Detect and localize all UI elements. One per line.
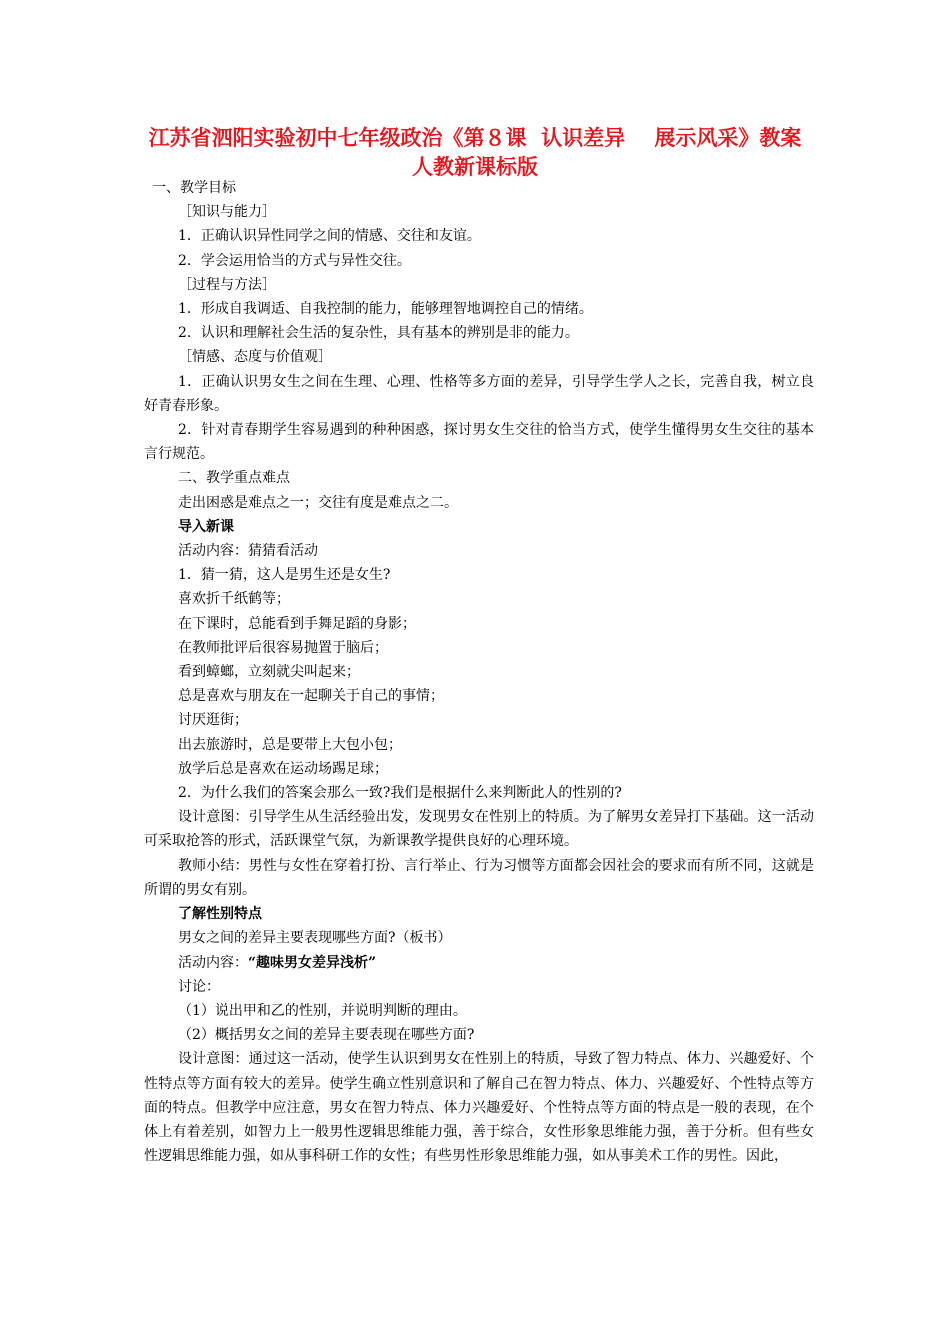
- subheading-process: ［过程与方法］: [178, 276, 276, 293]
- knowledge-item-2: 2．学会运用恰当的方式与异性交往。: [178, 252, 411, 269]
- clue-3: 在教师批评后很容易抛置于脑后；: [178, 639, 388, 656]
- question-1: 1．猜一猜，这人是男生还是女生?: [178, 567, 391, 584]
- activity-2: [144, 951, 814, 975]
- activity-2-name: “趣味男女差异浅析”: [248, 954, 377, 971]
- teacher-summary: 教师小结：男性与女性在穿着打扮、言行举止、行为习惯等方面都会因社会的要求而有所不同，这就是所谓的男女有别。: [144, 857, 814, 898]
- section-heading-objectives: 一、教学目标: [152, 180, 236, 196]
- process-item-2: 2．认识和理解社会生活的复杂性，具有基本的辨别是非的能力。: [178, 325, 579, 342]
- subheading-emotion: ［情感、态度与价值观］: [178, 349, 332, 366]
- discussion-item-1: （1）说出甲和乙的性别，并说明判断的理由。: [178, 1002, 467, 1019]
- heading-gender-traits: 了解性别特点: [178, 906, 262, 923]
- clue-2: 在下课时，总能看到手舞足蹈的身影；: [178, 615, 416, 632]
- clue-1: 喜欢折千纸鹤等；: [178, 591, 290, 608]
- clue-4: 看到蟑螂，立刻就尖叫起来；: [178, 664, 360, 681]
- discussion-item-2: （2）概括男女之间的差异主要表现在哪些方面?: [178, 1027, 475, 1044]
- question-2: 2．为什么我们的答案会那么一致?我们是根据什么来判断此人的性别的?: [178, 785, 622, 802]
- emotion-item-2: 2．针对青春期学生容易遇到的种种困惑，探讨男女生交往的恰当方式，使学生懂得男女生交往的基本言行规范。: [144, 422, 814, 463]
- difference-question: 男女之间的差异主要表现哪些方面?（板书）: [178, 930, 452, 947]
- clue-7: 出去旅游时，总是要带上大包小包；: [178, 736, 402, 753]
- discussion-label: 讨论：: [178, 978, 220, 995]
- knowledge-item-1: 1．正确认识异性同学之间的情感、交往和友谊。: [178, 228, 481, 245]
- key-points-text: 走出困惑是难点之一；交往有度是难点之二。: [178, 494, 458, 511]
- emotion-item-1: 1．正确认识男女生之间在生理、心理、性格等多方面的差异，引导学生学人之长，完善自我，树立良好青春形象。: [144, 373, 814, 414]
- document-body: [144, 176, 814, 1168]
- design-intent-1: 设计意图：引导学生从生活经验出发，发现男女在性别上的特质。为了解男女差异打下基础。这一活动可采取抢答的形式，活跃课堂气氛，为新课教学提供良好的心理环境。: [144, 809, 814, 850]
- clue-6: 讨厌逛街；: [178, 712, 248, 729]
- clue-5: 总是喜欢与朋友在一起聊关于自己的事情；: [178, 688, 444, 705]
- design-intent-2: 设计意图：通过这一活动，使学生认识到男女在性别上的特质，导致了智力特点、体力、兴趣爱好、个性特点等方面有较大的差异。使学生确立性别意识和了解自己在智力特点、体力、兴趣爱好、个性特点等方面的特点。但教学中应注意，男女在智力特点、体力兴趣爱好、个性特点等方面的特点是一般的表现，在个体上有着差别，如智力上一般男性逻辑思维能力强，善于综合，女性形象思维能力强，善于分析。但有些女性逻辑思维能力强，如从事科研工作的女性；有些男性形象思维能力强，如从事美术工作的男性。因此，: [144, 1051, 814, 1165]
- activity-2-label: 活动内容：: [178, 954, 248, 971]
- process-item-1: 1．形成自我调适、自我控制的能力，能够理智地调控自己的情绪。: [178, 301, 593, 318]
- subheading-knowledge: ［知识与能力］: [178, 204, 276, 221]
- clue-8: 放学后总是喜欢在运动场踢足球；: [178, 760, 388, 777]
- section-heading-key-points: 二、教学重点难点: [178, 470, 290, 487]
- heading-intro: 导入新课: [178, 518, 234, 535]
- activity-1: 活动内容：猜猜看活动: [178, 543, 318, 560]
- document-title: 江苏省泗阳实验初中七年级政治《第８课 认识差异 展示风采》教案 人教新课标版: [148, 125, 817, 179]
